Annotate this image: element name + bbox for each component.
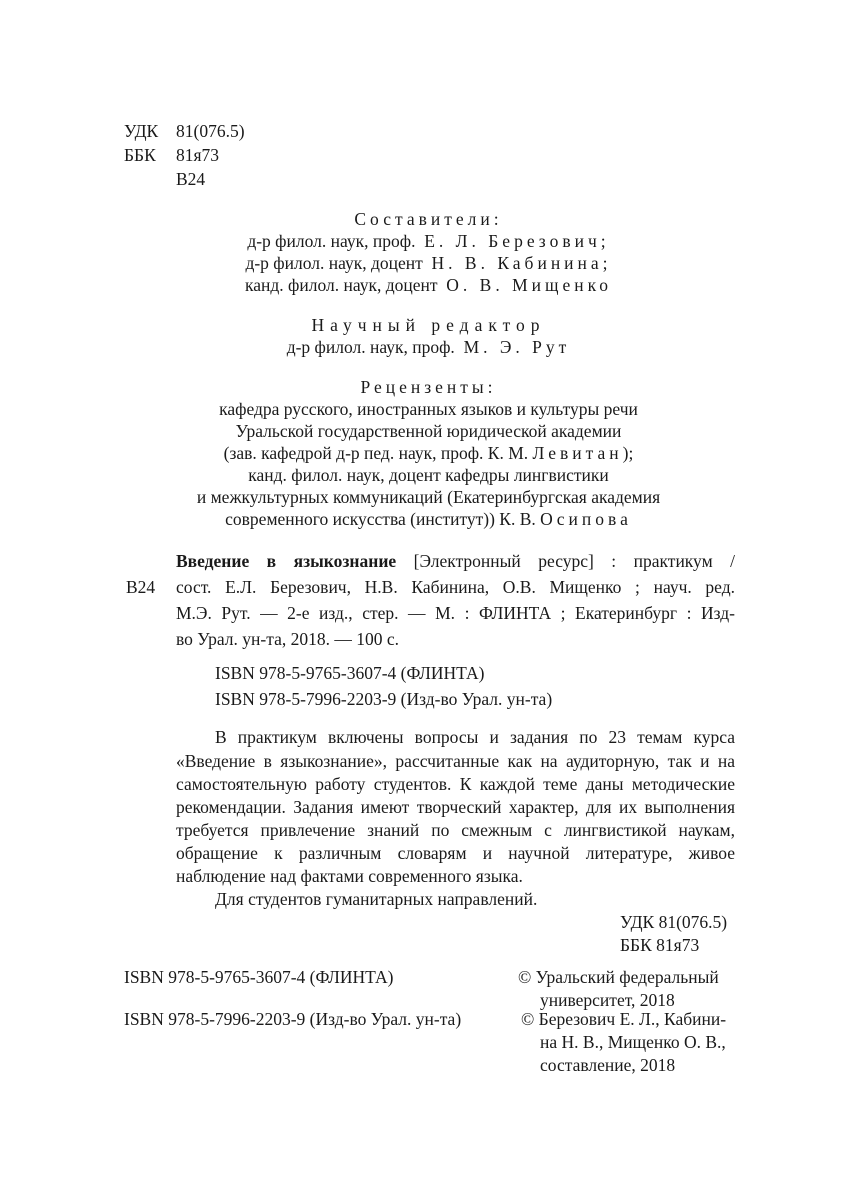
- biblio-sign: В24: [126, 577, 156, 597]
- isbn-ural: ISBN 978-5-7996-2203-9 (Изд-во Урал. ун-та): [215, 689, 553, 709]
- bbk-bottom: ББК 81я73: [620, 935, 700, 955]
- abstract-line: требуется привлечение знаний по смежным с лингвистикой наукам,: [176, 820, 735, 840]
- isbn-flinta: ISBN 978-5-9765-3607-4 (ФЛИНТА): [215, 663, 485, 683]
- compiler-line: [0, 274, 857, 296]
- author-sign: В24: [176, 169, 206, 189]
- footer-isbn-flinta: ISBN 978-5-9765-3607-4 (ФЛИНТА): [124, 967, 394, 987]
- reviewers-heading: Рецензенты:: [360, 377, 497, 397]
- editor-line: [0, 336, 857, 358]
- compiler-line: [0, 252, 857, 274]
- compiler-line: [0, 230, 857, 252]
- audience-note: Для студентов гуманитарных направлений.: [215, 889, 538, 909]
- reviewer-line-3-end: );: [622, 443, 634, 463]
- abstract-line: «Введение в языкознание», рассчитанные как на аудиторную, так и на: [176, 751, 735, 771]
- biblio-line-1-rest: [Электронный ресурс] : практикум /: [396, 551, 735, 571]
- reviewer-name-levitan: Левитан: [532, 443, 623, 463]
- compiler-title: канд. филол. наук, доцент: [245, 275, 438, 295]
- copyright-authors-3: составление, 2018: [540, 1055, 676, 1075]
- udk-label: УДК: [124, 121, 159, 141]
- book-title: Введение в языкознание: [176, 551, 397, 571]
- copyright-urfu-1: © Уральский федеральный: [518, 967, 719, 987]
- reviewer-line-3-text: (зав. кафедрой д-р пед. наук, проф. К. М.: [223, 443, 529, 463]
- reviewer-line-6-text: современного искусства (институт)) К. В.: [225, 509, 536, 529]
- udk-bottom: УДК 81(076.5): [620, 912, 728, 932]
- compiler-name: Е. Л. Березович;: [424, 231, 610, 251]
- compiler-title: д-р филол. наук, доцент: [245, 253, 423, 273]
- reviewer-line-6: [0, 508, 857, 530]
- copyright-authors-1: © Березович Е. Л., Кабини-: [521, 1009, 727, 1029]
- compilers-heading: Составители:: [354, 209, 503, 229]
- compiler-name: Н. В. Кабинина;: [431, 253, 612, 273]
- reviewer-line-5: и межкультурных коммуникаций (Екатеринбургская академия: [196, 487, 661, 507]
- editor-heading: Научный редактор: [311, 315, 546, 335]
- copyright-authors-2: на Н. В., Мищенко О. В.,: [540, 1032, 726, 1052]
- abstract-line: обращение к различным словарям и научной литературе, живое: [176, 843, 735, 863]
- abstract-line: наблюдение над фактами современного языка.: [176, 866, 523, 886]
- biblio-line-3: М.Э. Рут. — 2-е изд., стер. — М. : ФЛИНТА ; Екатеринбург : Изд-: [176, 603, 735, 623]
- compiler-name: О. В. Мищенко: [446, 275, 612, 295]
- abstract-line: самостоятельную работу студентов. К каждой теме даны методические: [176, 774, 735, 794]
- editor-title: д-р филол. наук, проф.: [286, 337, 455, 357]
- reviewer-line-4: канд. филол. наук, доцент кафедры лингвистики: [248, 465, 609, 485]
- biblio-line-2: сост. Е.Л. Березович, Н.В. Кабинина, О.В. Мищенко ; науч. ред.: [176, 577, 735, 597]
- reviewer-line-3: [0, 442, 857, 464]
- footer-isbn-ural: ISBN 978-5-7996-2203-9 (Изд-во Урал. ун-та): [124, 1009, 462, 1029]
- reviewer-name-osipova: Осипова: [540, 509, 632, 529]
- reviewer-line-2: Уральской государственной юридической академии: [235, 421, 622, 441]
- udk-value: 81(076.5): [176, 121, 245, 141]
- bbk-value: 81я73: [176, 145, 220, 165]
- copyright-urfu-2: университет, 2018: [540, 990, 675, 1010]
- reviewer-line-1: кафедра русского, иностранных языков и культуры речи: [219, 399, 638, 419]
- bbk-label: ББК: [124, 145, 156, 165]
- biblio-line-1: [176, 550, 735, 573]
- biblio-line-4: во Урал. ун-та, 2018. — 100 с.: [176, 629, 399, 649]
- abstract-line: рекомендации. Задания имеют творческий характер, для их выполнения: [176, 797, 735, 817]
- compiler-title: д-р филол. наук, проф.: [247, 231, 416, 251]
- editor-name: М. Э. Рут: [463, 337, 571, 357]
- abstract-line: В практикум включены вопросы и задания по 23 темам курса: [215, 727, 735, 747]
